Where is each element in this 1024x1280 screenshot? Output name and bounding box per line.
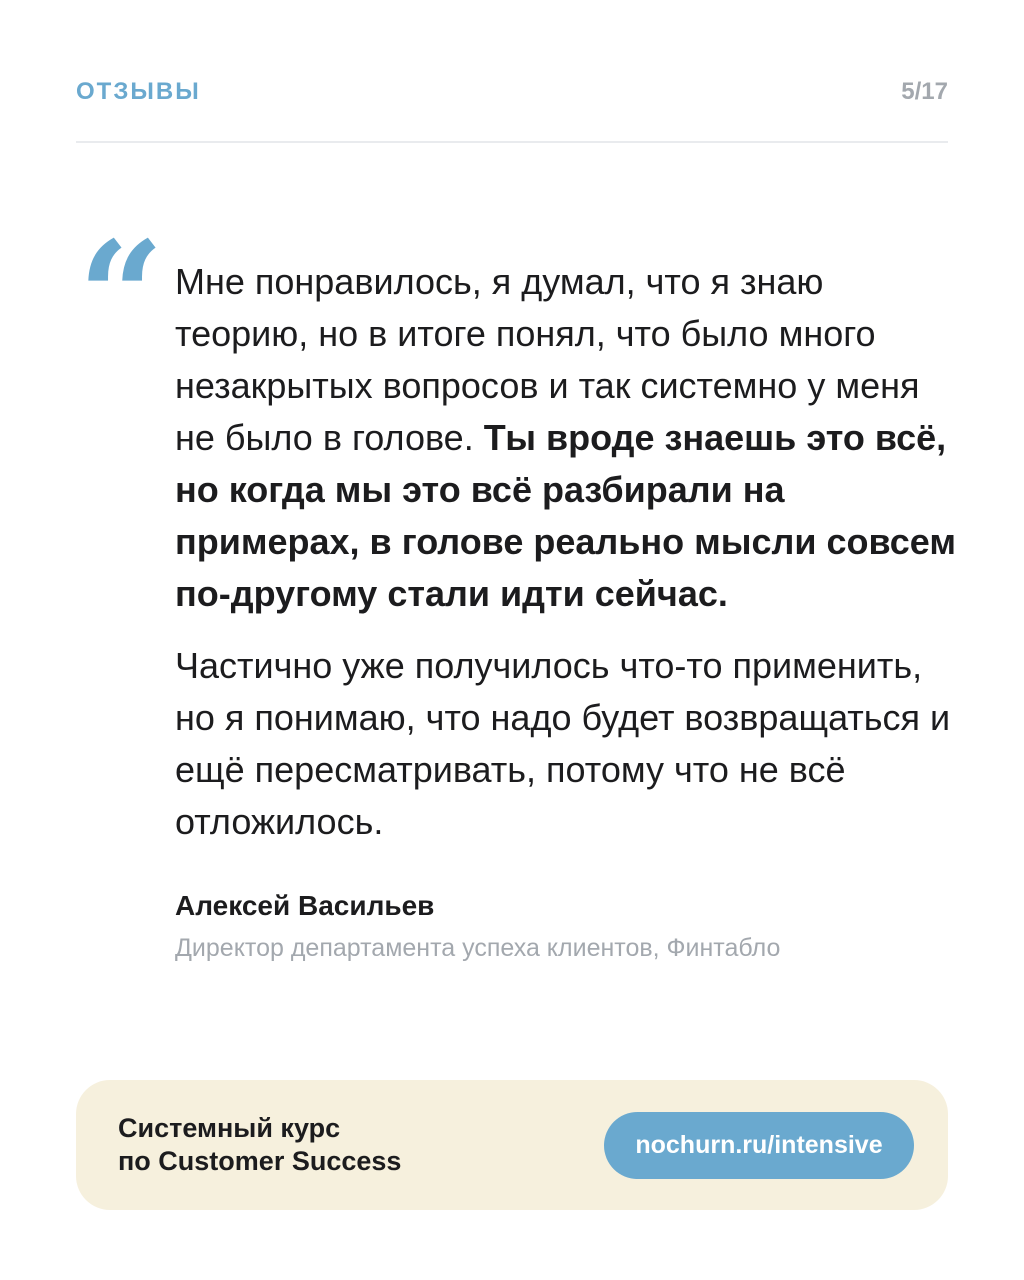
- quote-text-regular: Мне понравилось, я думал, что я знаю теорию, но в итоге понял, что было много незакрытых вопросов и так системно у меня не было в голове.: [175, 261, 920, 458]
- quote-paragraph-2: Частично уже получилось что-то применить, но я понимаю, что надо будет возвращаться и ещё пересматривать, потому что не всё отложилось.: [175, 645, 951, 842]
- section-label: ОТЗЫВЫ: [76, 78, 201, 105]
- testimonial-quote: [175, 256, 965, 848]
- header: [76, 78, 948, 112]
- author-role: Директор департамента успеха клиентов, Финтабло: [175, 934, 781, 962]
- author-name: Алексей Васильев: [175, 890, 435, 921]
- page-counter: 5/17: [901, 78, 948, 105]
- promo-title: [118, 1112, 401, 1178]
- header-divider: [76, 141, 948, 143]
- course-link-button[interactable]: nochurn.ru/intensive: [604, 1112, 914, 1179]
- quote-text-bold: Ты вроде знаешь это всё, но когда мы это всё разбирали на примерах, в голове реально мысли совсем по-другому стали идти сейчас.: [175, 417, 956, 614]
- promo-title-line-2: по Customer Success: [118, 1146, 402, 1176]
- quote-paragraph-1: [175, 256, 965, 620]
- quote-mark-icon: “: [78, 209, 165, 385]
- promo-title-line-1: Системный курс: [118, 1113, 341, 1143]
- promo-card: [76, 1080, 948, 1210]
